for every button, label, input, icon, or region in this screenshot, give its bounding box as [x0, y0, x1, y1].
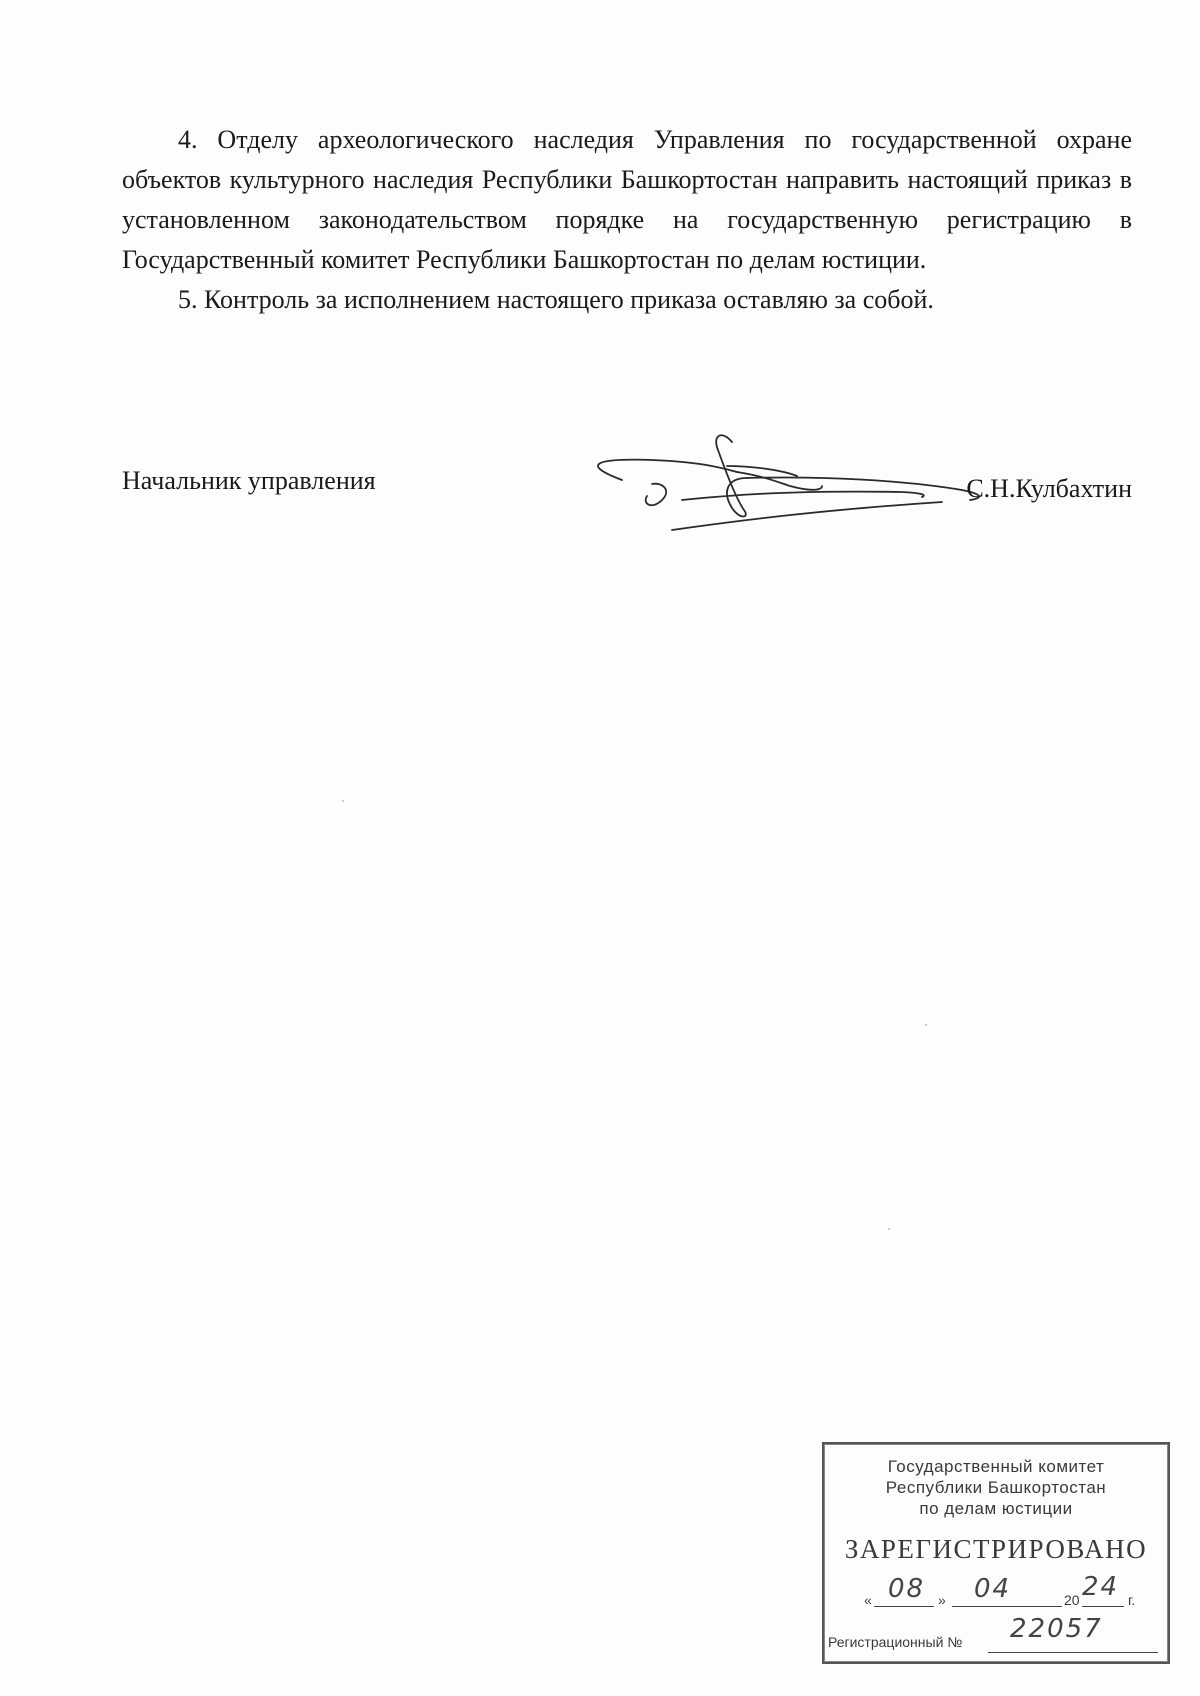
date-day: 08	[888, 1574, 926, 1604]
date-year-underline	[1082, 1606, 1124, 1607]
signer-name: С.Н.Кулбахтин	[966, 474, 1132, 503]
date-year-suffix: 24	[1082, 1572, 1120, 1602]
document-body	[122, 120, 1132, 320]
date-year-mark: г.	[1128, 1592, 1136, 1608]
date-year-prefix: 20	[1064, 1592, 1080, 1608]
stamp-reg-number-row	[828, 1614, 1164, 1654]
scan-speck	[888, 1228, 890, 1230]
registration-stamp	[822, 1442, 1170, 1664]
stamp-org-line-3: по делам юстиции	[919, 1499, 1073, 1518]
date-day-underline	[874, 1606, 934, 1607]
paragraph-4: 4. Отделу археологического наследия Управления по государственной охране объектов культурного наследия Республики Башкортостан направить настоящий приказ в установленном законодательством порядке на государственную регистрацию в Государственный комитет Республики Башкортостан по делам юстиции.	[122, 125, 1132, 274]
scan-speck	[342, 800, 344, 802]
stamp-registered-label: ЗАРЕГИСТРИРОВАНО	[844, 1534, 1148, 1564]
signature-block	[122, 460, 1132, 540]
date-open-quote: «	[864, 1592, 872, 1608]
reg-number-label: Регистрационный №	[828, 1634, 963, 1650]
stamp-org-line-1: Государственный комитет	[887, 1457, 1105, 1476]
date-close-quote: »	[938, 1592, 946, 1608]
reg-number-value: 22057	[1010, 1614, 1103, 1644]
scan-speck	[925, 1024, 927, 1026]
date-month: 04	[974, 1574, 1012, 1604]
stamp-date-row	[854, 1572, 1154, 1610]
date-month-underline	[952, 1606, 1062, 1607]
reg-number-underline	[988, 1652, 1158, 1653]
paragraph-5: 5. Контроль за исполнением настоящего приказа оставляю за собой.	[178, 285, 934, 314]
stamp-org-line-2: Республики Башкортостан	[885, 1478, 1107, 1497]
stamp-organization	[824, 1456, 1168, 1519]
handwritten-signature	[522, 420, 1042, 550]
position-title: Начальник управления	[122, 466, 376, 495]
